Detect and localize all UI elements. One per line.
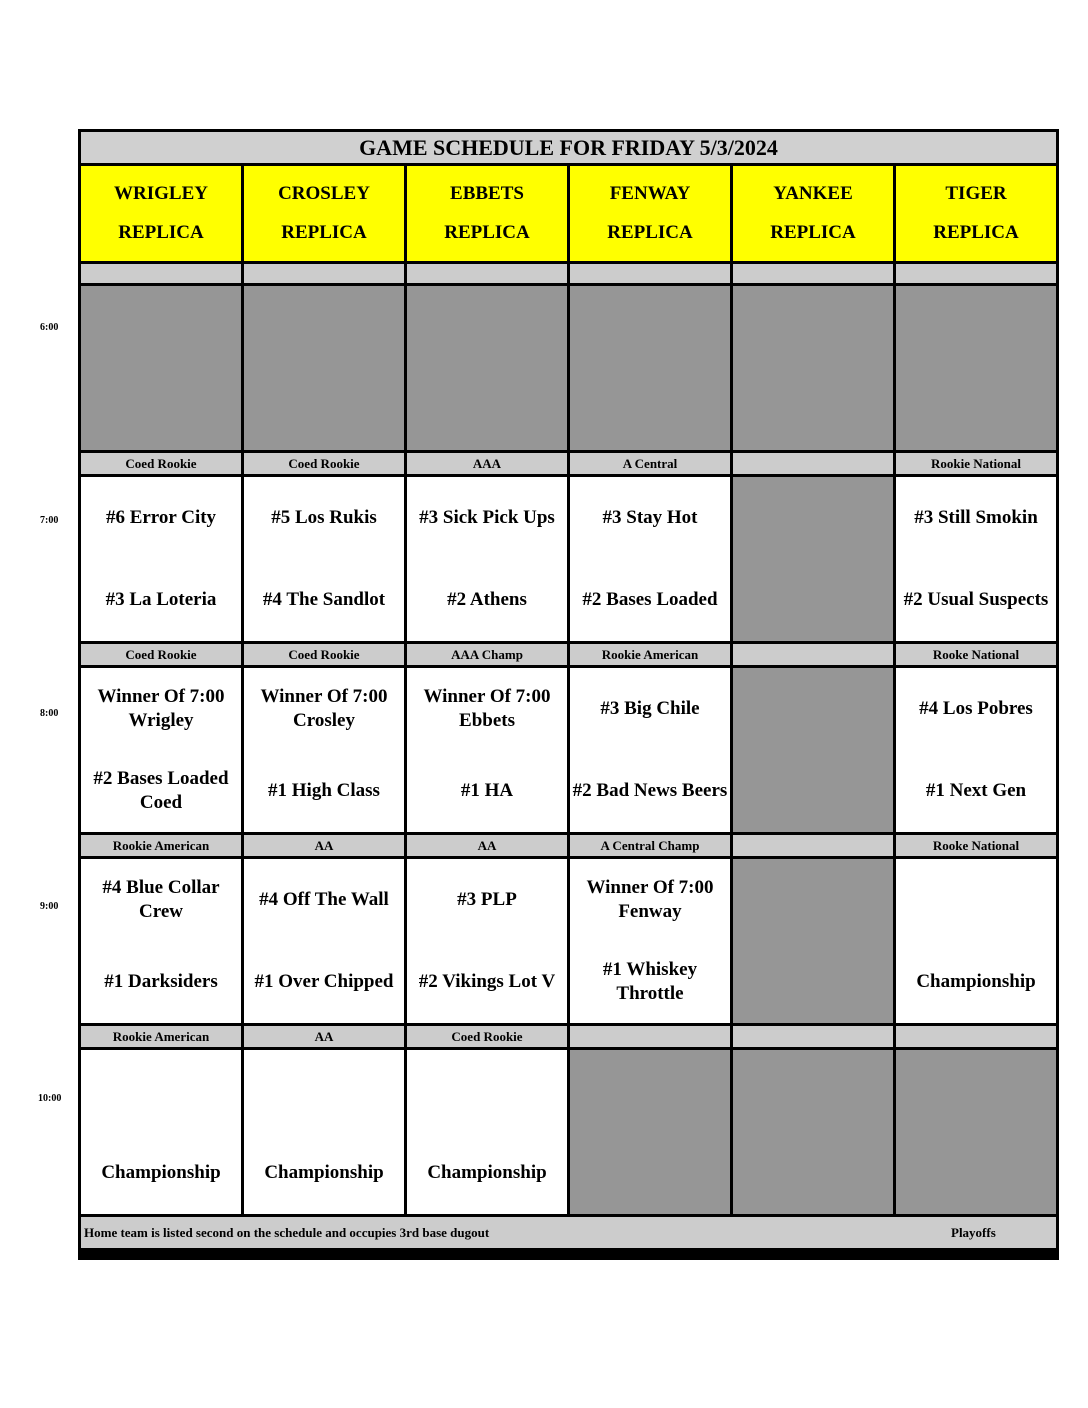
division-label: [733, 453, 893, 474]
game-cell: [896, 477, 1056, 641]
away-team: #3 Stay Hot: [602, 507, 698, 528]
division-label: A Central: [570, 453, 730, 474]
empty-slot: [733, 859, 893, 1023]
field-name: FENWAY: [609, 182, 691, 204]
empty-slot: [896, 1050, 1056, 1214]
time-label: 8:00: [40, 708, 59, 719]
empty-slot: [407, 286, 567, 450]
division-label: [81, 264, 241, 283]
empty-slot: [244, 286, 404, 450]
empty-slot: [570, 1050, 730, 1214]
time-column: [0, 0, 78, 1408]
home-team: #2 Bases Loaded Coed: [93, 768, 229, 813]
field-header: [244, 166, 404, 261]
field-subtitle: REPLICA: [118, 222, 204, 244]
division-label: Rookie American: [81, 835, 241, 856]
time-label: 6:00: [40, 322, 59, 333]
game-cell: [244, 1050, 404, 1214]
field-header: [81, 166, 241, 261]
away-team: #4 Los Pobres: [919, 698, 1033, 719]
division-label: [733, 264, 893, 283]
home-team: #1 Next Gen: [925, 780, 1027, 801]
division-label: AA: [244, 1026, 404, 1047]
away-team: [407, 1050, 567, 1132]
field-name: YANKEE: [773, 182, 853, 204]
game-cell: [407, 477, 567, 641]
empty-slot: [570, 286, 730, 450]
footer-note: Home team is listed second on the schedule and occupies 3rd base dugout: [84, 1225, 490, 1240]
division-label: [733, 644, 893, 665]
field-name: EBBETS: [450, 182, 524, 204]
game-cell: [81, 477, 241, 641]
footer-tag: Playoffs: [951, 1225, 996, 1240]
game-cell: [896, 668, 1056, 832]
away-team: Winner Of 7:00 Wrigley: [97, 686, 225, 731]
time-label: 10:00: [38, 1093, 62, 1104]
away-team: [81, 1050, 241, 1132]
game-cell: [570, 859, 730, 1023]
home-team: #1 Whiskey Throttle: [602, 959, 698, 1004]
home-team: #2 Usual Suspects: [903, 589, 1049, 610]
home-team: #3 La Loteria: [105, 589, 217, 610]
game-cell: [81, 859, 241, 1023]
field-name: CROSLEY: [278, 182, 370, 204]
away-team: #6 Error City: [105, 507, 217, 528]
field-name: TIGER: [945, 182, 1007, 204]
home-team: #2 Athens: [447, 589, 527, 610]
home-team: #2 Bases Loaded: [582, 589, 718, 610]
division-label: [407, 264, 567, 283]
field-subtitle: REPLICA: [770, 222, 856, 244]
game-cell: [570, 668, 730, 832]
division-label: [244, 264, 404, 283]
empty-slot: [733, 668, 893, 832]
division-label: [733, 835, 893, 856]
home-team: Championship: [101, 1162, 221, 1183]
empty-slot: [896, 286, 1056, 450]
division-label: Coed Rookie: [244, 644, 404, 665]
away-team: #3 Still Smokin: [914, 507, 1038, 528]
away-team: #3 PLP: [457, 889, 517, 910]
game-cell: [81, 668, 241, 832]
division-label: Rookie National: [896, 453, 1056, 474]
division-label: Coed Rookie: [81, 453, 241, 474]
home-team: #1 High Class: [268, 780, 380, 801]
away-team: Winner Of 7:00 Crosley: [260, 686, 388, 731]
schedule-title: GAME SCHEDULE FOR FRIDAY 5/3/2024: [81, 132, 1056, 163]
time-label: 7:00: [40, 515, 59, 526]
home-team: Championship: [264, 1162, 384, 1183]
division-label: Rooke National: [896, 835, 1056, 856]
field-header: [570, 166, 730, 261]
game-cell: [81, 1050, 241, 1214]
away-team: [896, 859, 1056, 941]
game-cell: [896, 859, 1056, 1023]
division-label: Rooke National: [896, 644, 1056, 665]
division-label: [896, 1026, 1056, 1047]
field-header: [407, 166, 567, 261]
game-cell: [244, 477, 404, 641]
field-subtitle: REPLICA: [281, 222, 367, 244]
game-cell: [244, 668, 404, 832]
division-label: AA: [407, 835, 567, 856]
home-team: #1 Over Chipped: [254, 971, 394, 992]
division-label: AAA: [407, 453, 567, 474]
schedule-table: [78, 129, 1059, 1260]
field-header: [896, 166, 1056, 261]
schedule-footer: [81, 1217, 1056, 1248]
away-team: [244, 1050, 404, 1132]
away-team: Winner Of 7:00 Ebbets: [423, 686, 551, 731]
division-label: [570, 264, 730, 283]
field-subtitle: REPLICA: [933, 222, 1019, 244]
division-label: [896, 264, 1056, 283]
game-cell: [570, 477, 730, 641]
home-team: Championship: [427, 1162, 547, 1183]
division-label: [733, 1026, 893, 1047]
home-team: Championship: [916, 971, 1036, 992]
field-header: [733, 166, 893, 261]
away-team: #4 Off The Wall: [259, 889, 389, 910]
home-team: #4 The Sandlot: [262, 589, 386, 610]
home-team: #1 Darksiders: [104, 971, 218, 992]
field-subtitle: REPLICA: [444, 222, 530, 244]
game-cell: [407, 668, 567, 832]
empty-slot: [733, 1050, 893, 1214]
division-label: AAA Champ: [407, 644, 567, 665]
home-team: #2 Vikings Lot V: [418, 971, 556, 992]
empty-slot: [733, 477, 893, 641]
game-cell: [407, 859, 567, 1023]
away-team: #3 Big Chile: [600, 698, 700, 719]
away-team: Winner Of 7:00 Fenway: [586, 877, 714, 922]
home-team: #1 HA: [460, 780, 514, 801]
away-team: #4 Blue Collar Crew: [102, 877, 220, 922]
field-name: WRIGLEY: [114, 182, 208, 204]
division-label: Coed Rookie: [244, 453, 404, 474]
division-label: A Central Champ: [570, 835, 730, 856]
division-label: AA: [244, 835, 404, 856]
division-label: Coed Rookie: [407, 1026, 567, 1047]
division-label: Rookie American: [570, 644, 730, 665]
division-label: Coed Rookie: [81, 644, 241, 665]
division-label: Rookie American: [81, 1026, 241, 1047]
division-label: [570, 1026, 730, 1047]
field-subtitle: REPLICA: [607, 222, 693, 244]
home-team: #2 Bad News Beers: [572, 780, 728, 801]
game-cell: [407, 1050, 567, 1214]
time-label: 9:00: [40, 901, 59, 912]
empty-slot: [733, 286, 893, 450]
away-team: #3 Sick Pick Ups: [419, 507, 555, 528]
game-cell: [244, 859, 404, 1023]
away-team: #5 Los Rukis: [271, 507, 377, 528]
empty-slot: [81, 286, 241, 450]
